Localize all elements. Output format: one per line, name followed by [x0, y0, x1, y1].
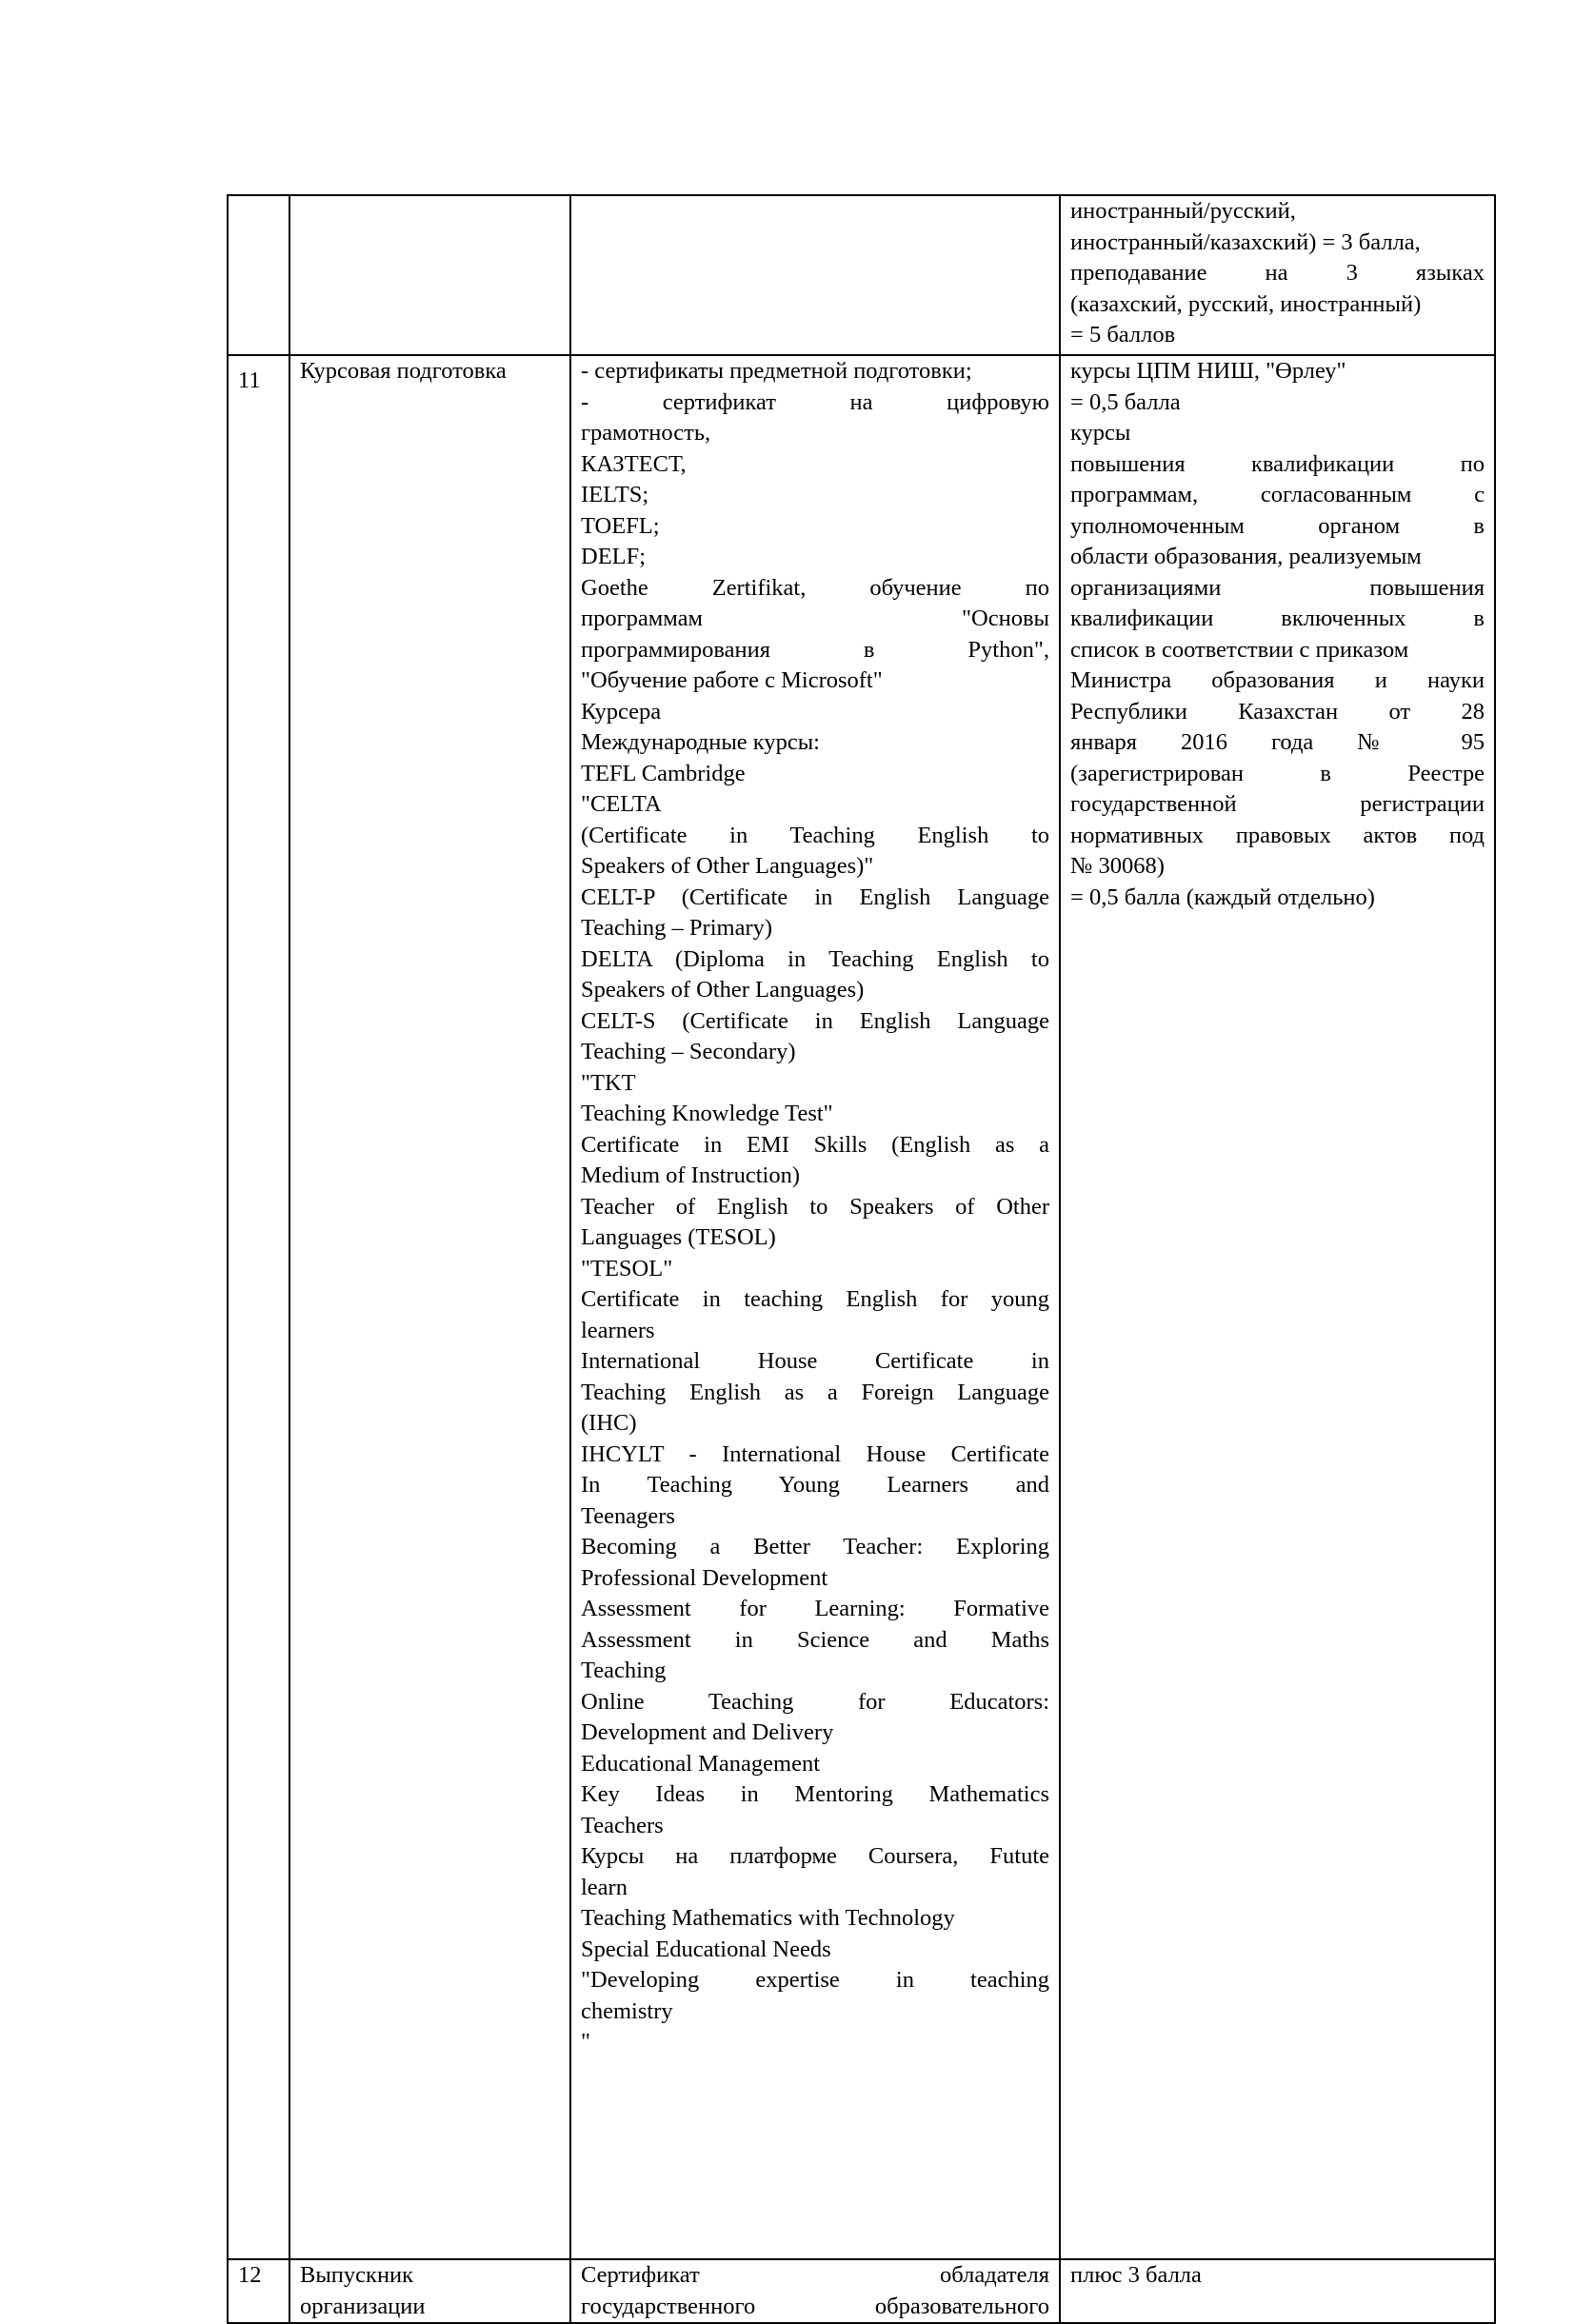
text-line: CELT-S (Certificate in English Language — [581, 1007, 1049, 1034]
text-line: DELTA (Diploma in Teaching English to — [581, 945, 1049, 972]
text-line: Teachers — [581, 1812, 664, 1838]
text-line: "TKT — [581, 1069, 636, 1096]
text-line: (IHC) — [581, 1410, 637, 1436]
text-line: = 0,5 балла (каждый отдельно) — [1070, 884, 1375, 910]
points-cell — [1060, 2259, 1495, 2323]
text-line: TOEFL; — [581, 512, 660, 539]
text-line: Online Teaching for Educators: — [581, 1688, 1049, 1715]
text-line: learners — [581, 1317, 655, 1343]
text-line: Teenagers — [581, 1502, 675, 1529]
table-row-12 — [228, 2259, 1495, 2323]
text-line: области образования, реализуемым — [1070, 544, 1422, 569]
text-line: Goethe Zertifikat, обучение по — [581, 574, 1049, 601]
text-line: Выпускник — [300, 2262, 414, 2288]
table-row-continuation — [228, 195, 1495, 355]
text-line: "TESOL" — [581, 1255, 673, 1281]
text-line: = 5 баллов — [1070, 322, 1176, 348]
text-line: Assessment for Learning: Formative — [581, 1596, 1049, 1621]
text-line: программам "Основы — [581, 606, 1049, 631]
text-line: IELTS; — [581, 482, 649, 507]
text-line: (казахский, русский, иностранный) — [1070, 290, 1422, 317]
text-line: программам, согласованным с — [1070, 482, 1485, 507]
text-line: Курсера — [581, 698, 662, 725]
row-number-cell: 11 — [228, 355, 289, 2259]
text-line: государственного образовательного — [581, 2293, 1049, 2319]
text-line: Becoming a Better Teacher: Exploring — [581, 1534, 1049, 1559]
text-line: CELT-P (Certificate in English Language — [581, 884, 1049, 910]
text-line: Special Educational Needs — [581, 1936, 831, 1962]
text-line: Teaching English as a Foreign Language — [581, 1379, 1049, 1405]
criterion-name-cell: Курсовая подготовка — [289, 355, 570, 2259]
text-line: организации — [300, 2293, 426, 2319]
row-number-cell: 12 — [228, 2259, 289, 2323]
text-line: "CELTA — [581, 791, 662, 817]
text-line: преподавание на 3 языках — [1070, 260, 1485, 286]
criteria-table — [227, 194, 1496, 2324]
text-line: IHCYLT - International House Certificate — [581, 1440, 1049, 1467]
text-line: "Обучение работе с Microsoft" — [581, 667, 883, 693]
text-line: Medium of Instruction) — [581, 1162, 800, 1188]
criterion-name-cell — [289, 2259, 570, 2323]
documents-cell — [570, 195, 1060, 355]
text-line: (зарегистрирован в Реестре — [1070, 760, 1485, 786]
text-line: International House Certificate in — [581, 1348, 1049, 1374]
text-line: Республики Казахстан от 28 — [1070, 698, 1485, 725]
text-line: chemistry — [581, 1997, 673, 2024]
text-line: организациями повышения — [1070, 574, 1485, 601]
text-line: " — [581, 2029, 591, 2055]
text-line: уполномоченным органом в — [1070, 512, 1485, 539]
row-number-cell — [228, 195, 289, 355]
points-cell — [1060, 355, 1495, 2259]
text-line: Сертификат обладателя — [581, 2262, 1049, 2288]
text-line: TEFL Cambridge — [581, 760, 746, 786]
text-line: Certificate in teaching English for young — [581, 1286, 1049, 1312]
text-line: нормативных правовых актов под — [1070, 822, 1485, 848]
text-line: № 30068) — [1070, 853, 1165, 879]
text-line: курсы ЦПМ НИШ, "Өрлеу" — [1070, 358, 1346, 384]
documents-cell — [570, 2259, 1060, 2323]
text-line: (Certificate in Teaching English to — [581, 822, 1049, 848]
text-line: Teaching – Primary) — [581, 915, 773, 941]
text-line: Languages (TESOL) — [581, 1224, 776, 1250]
text-line: Assessment in Science and Maths — [581, 1626, 1049, 1653]
documents-cell — [570, 355, 1060, 2259]
text-line: Teaching Mathematics with Technology — [581, 1905, 955, 1931]
text-line: список в соответствии с приказом — [1070, 636, 1409, 663]
text-line: государственной регистрации — [1070, 791, 1485, 817]
text-line: Министра образования и науки — [1070, 667, 1485, 693]
text-line: грамотность, — [581, 420, 711, 446]
text-line: Курсы на платформе Coursera, Futute — [581, 1843, 1049, 1869]
text-line: плюс 3 балла — [1070, 2262, 1202, 2288]
text-line: квалификации включенных в — [1070, 606, 1485, 631]
text-line: Professional Development — [581, 1564, 828, 1591]
text-line: Teaching — [581, 1658, 667, 1683]
text-line: Educational Management — [581, 1750, 821, 1777]
text-line: Speakers of Other Languages)" — [581, 853, 874, 879]
points-cell — [1060, 195, 1495, 355]
text-line: Speakers of Other Languages) — [581, 977, 865, 1003]
text-line: Teacher of English to Speakers of Other — [581, 1193, 1049, 1220]
text-line: иностранный/русский, — [1070, 198, 1296, 224]
text-line: Teaching Knowledge Test" — [581, 1101, 833, 1126]
text-line: КАЗТЕСТ, — [581, 450, 687, 477]
text-line: Международные курсы: — [581, 729, 820, 755]
text-line: Certificate in EMI Skills (English as a — [581, 1131, 1049, 1158]
text-line: иностранный/казахский) = 3 балла, — [1070, 228, 1421, 255]
table-row-11 — [228, 355, 1495, 2259]
text-line: января 2016 года № 95 — [1070, 729, 1485, 755]
text-line: курсы — [1070, 420, 1131, 446]
text-line: Teaching – Secondary) — [581, 1039, 796, 1064]
text-line: In Teaching Young Learners and — [581, 1472, 1049, 1498]
text-line: - сертификаты предметной подготовки; — [581, 358, 972, 384]
text-line: "Developing expertise in teaching — [581, 1967, 1049, 1993]
text-line: Key Ideas in Mentoring Mathematics — [581, 1781, 1049, 1807]
text-line: Development and Delivery — [581, 1719, 834, 1745]
text-line: = 0,5 балла — [1070, 388, 1181, 415]
text-line: - сертификат на цифровую — [581, 388, 1049, 415]
text-line: learn — [581, 1874, 628, 1900]
text-line: программирования в Python", — [581, 636, 1049, 663]
text-line: повышения квалификации по — [1070, 450, 1485, 477]
criterion-name-cell — [289, 195, 570, 355]
text-line: DELF; — [581, 544, 647, 569]
